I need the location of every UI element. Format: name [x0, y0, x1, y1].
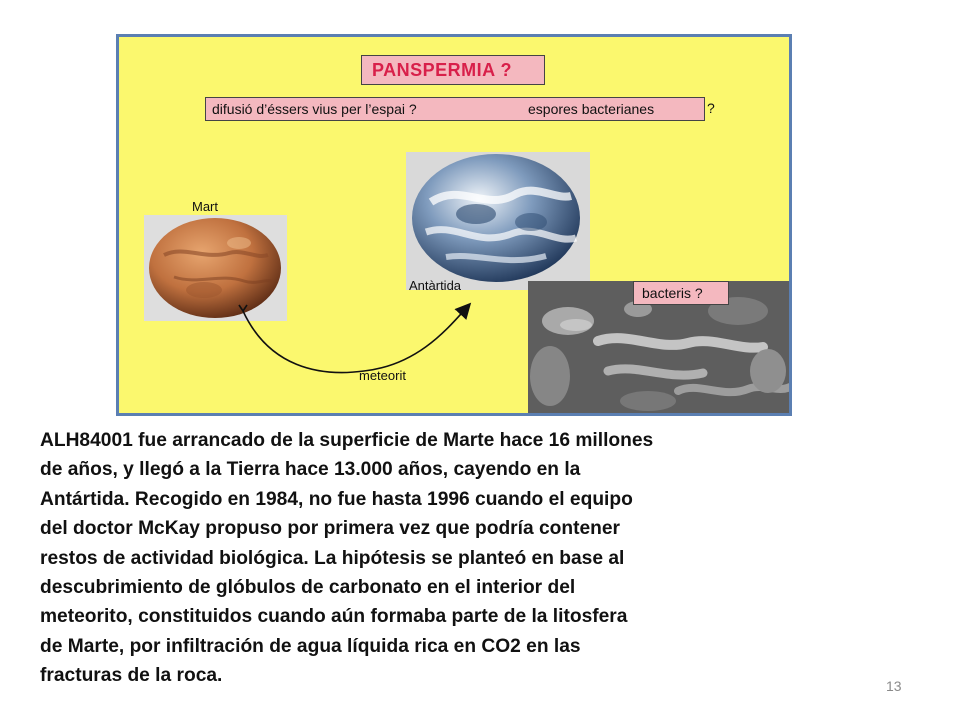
- bacteria-question-box: bacteris ?: [633, 281, 729, 305]
- body-text: [40, 426, 840, 691]
- mars-label: Mart: [192, 199, 218, 214]
- body-line-9: fracturas de la roca.: [40, 665, 223, 687]
- question-mark: ?: [707, 100, 715, 116]
- panspermia-diagram: [116, 34, 792, 416]
- diagram-title: PANSPERMIA ?: [361, 55, 545, 85]
- body-line-7: meteorito, constituidos cuando aún formaba parte de la litosfera: [40, 606, 628, 628]
- body-line-4: del doctor McKay propuso por primera vez que podría contener: [40, 518, 620, 540]
- body-line-2: de años, y llegó a la Tierra hace 13.000 años, cayendo en la: [40, 459, 581, 481]
- meteorite-trajectory-arrow: [119, 37, 792, 416]
- body-line-6: descubrimiento de glóbulos de carbonato en el interior del: [40, 577, 576, 599]
- question-text-1: difusió d’éssers vius per l’espai ?: [212, 101, 417, 117]
- body-line-3: Antártida. Recogido en 1984, no fue hasta 1996 cuando el equipo: [40, 488, 633, 510]
- body-line-1: ALH84001 fue arrancado de la superficie de Marte hace 16 millones: [40, 430, 654, 451]
- question-text-2: espores bacterianes: [528, 101, 655, 117]
- body-line-8: de Marte, por infiltración de agua líquida rica en CO2 en las: [40, 635, 581, 657]
- body-line-5: restos de actividad biológica. La hipótesis se planteó en base al: [40, 547, 625, 569]
- antarctica-label: Antàrtida: [409, 278, 462, 293]
- page-number: 13: [886, 678, 902, 694]
- meteorite-label: meteorit: [359, 368, 406, 383]
